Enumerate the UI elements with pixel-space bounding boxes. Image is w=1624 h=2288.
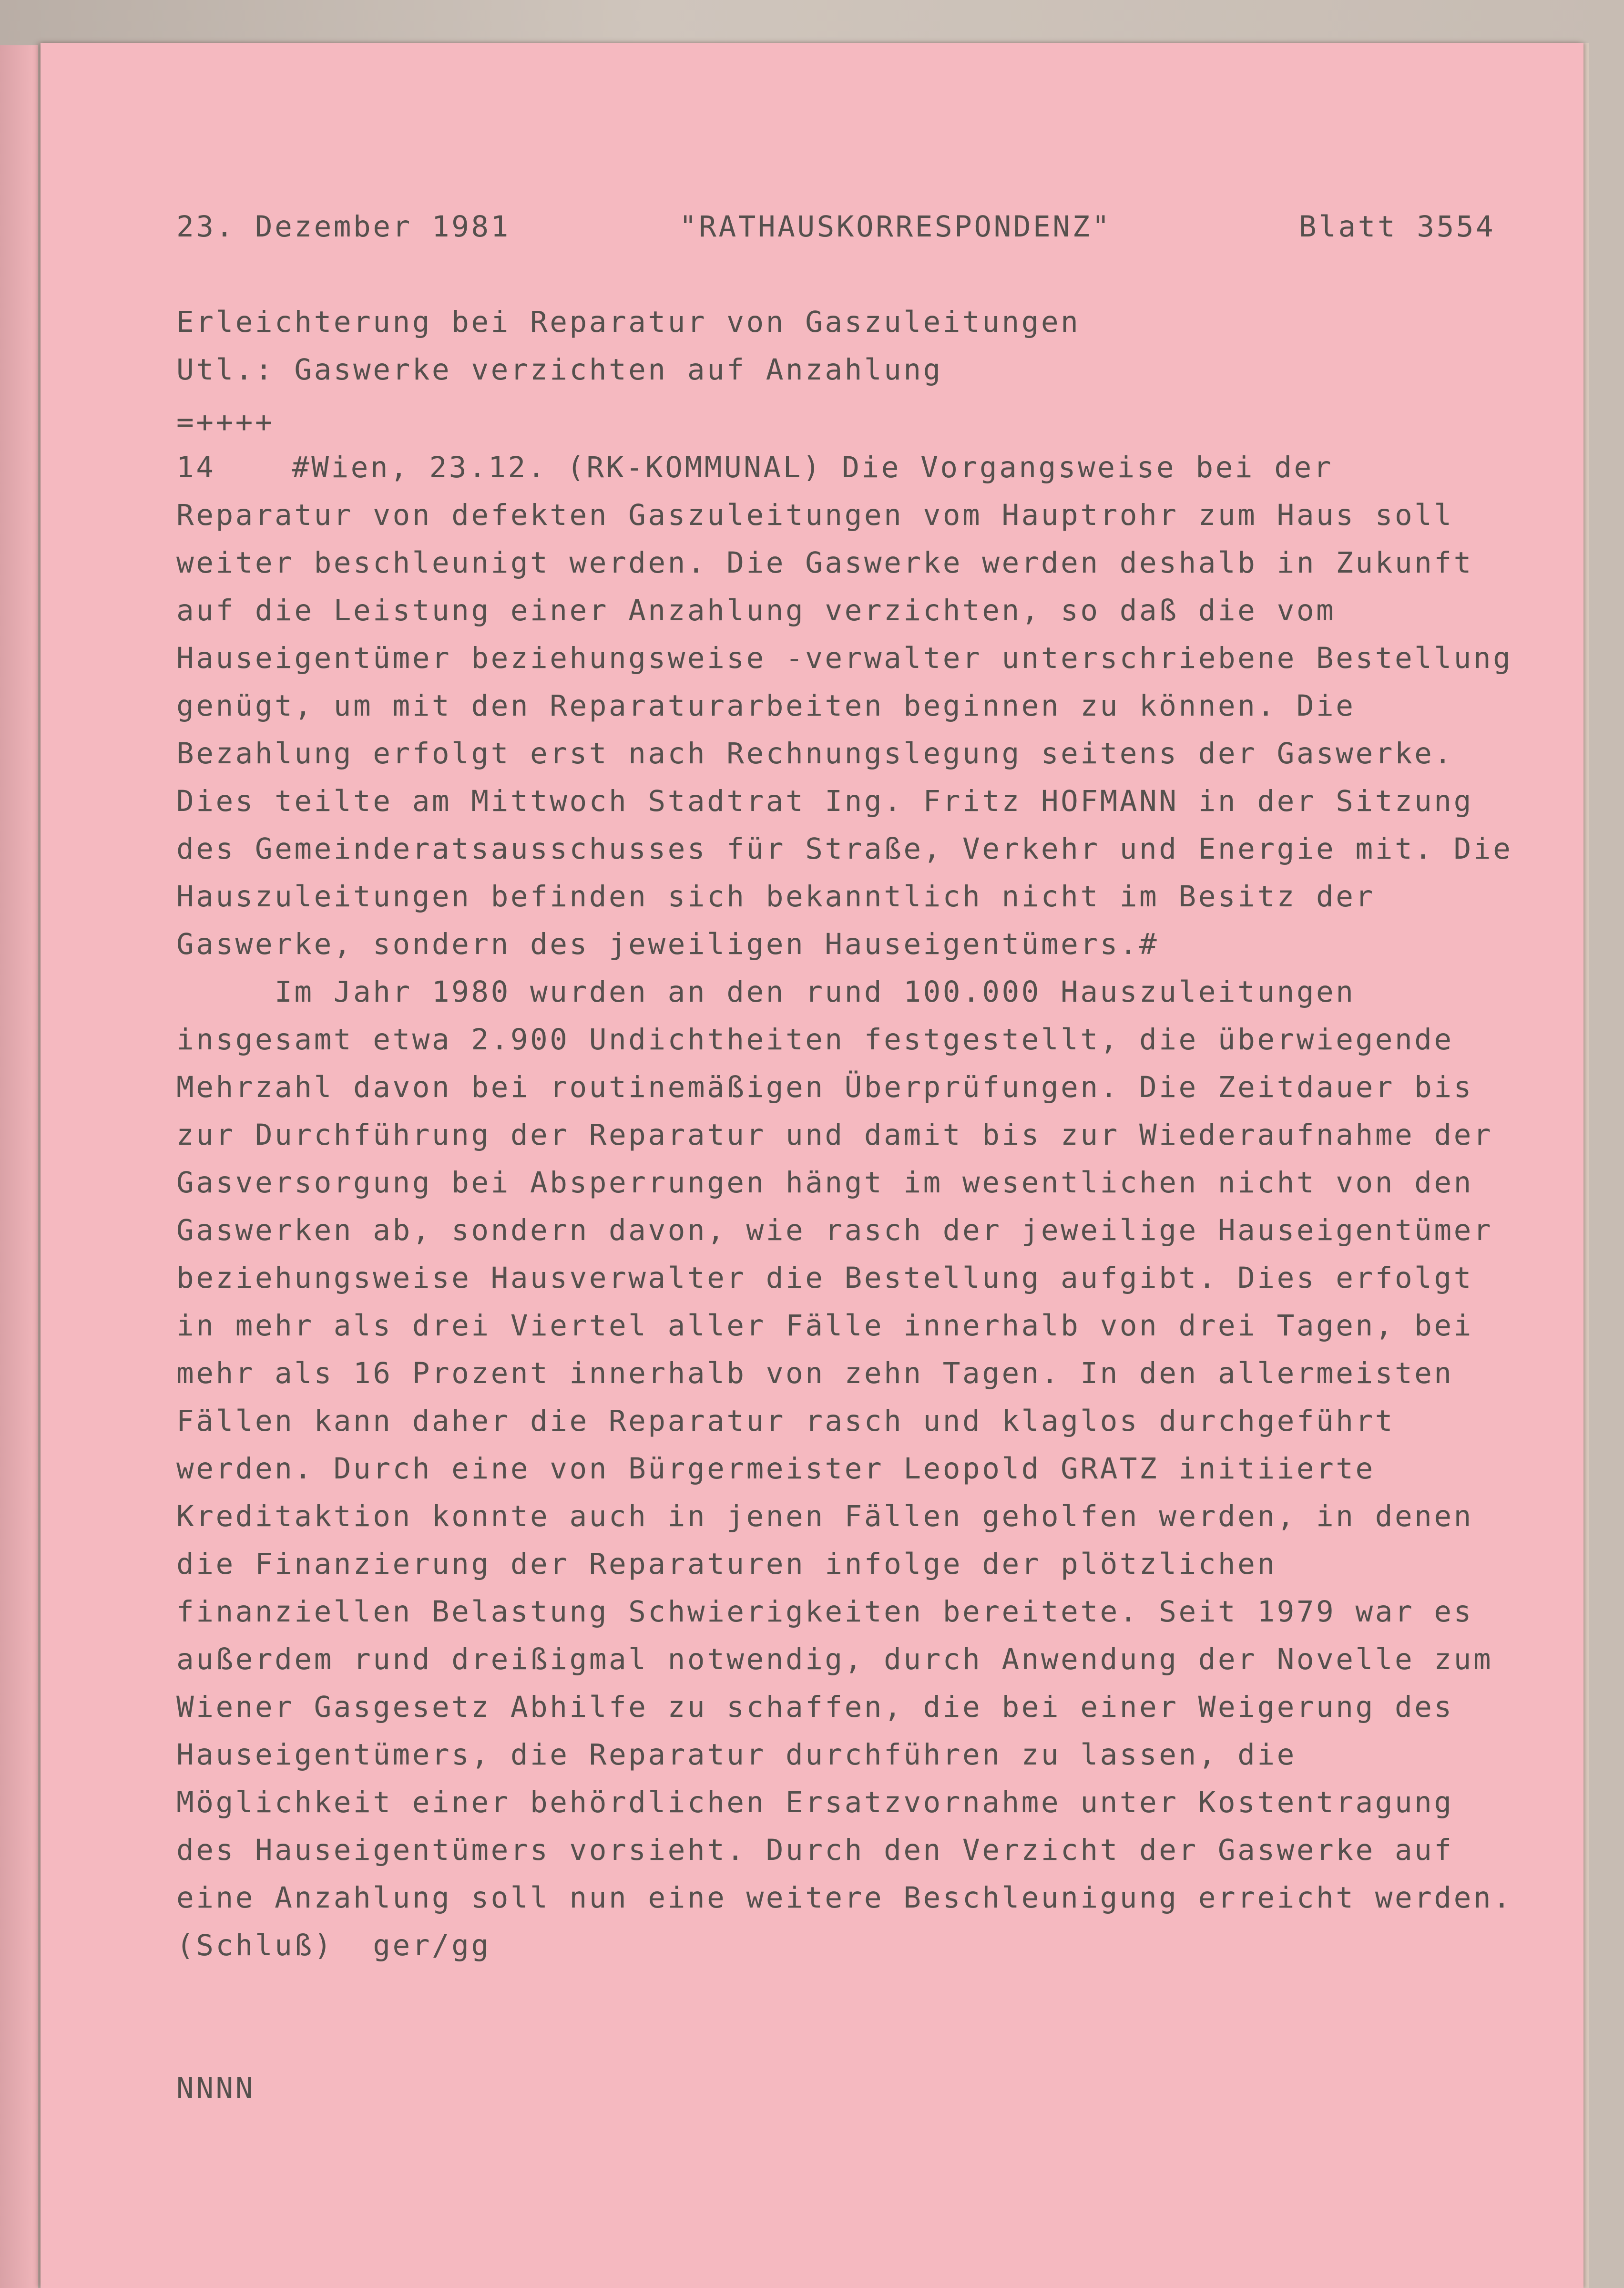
body-line: auf die Leistung einer Anzahlung verzichten, so daß die vom (176, 594, 1336, 627)
body-line: weiter beschleunigt werden. Die Gaswerke werden deshalb in Zukunft (176, 546, 1473, 580)
body-line: des Gemeinderatsausschusses für Straße, Verkehr und Energie mit. Die (176, 832, 1513, 866)
body-line: Hauseigentümer beziehungsweise -verwalter unterschriebene Bestellung (176, 641, 1513, 675)
article-title: Erleichterung bei Reparatur von Gaszuleitungen (176, 305, 1081, 339)
header-date: 23. Dezember 1981 (176, 210, 511, 244)
body-line: werden. Durch eine von Bürgermeister Leopold GRATZ initiierte (176, 1452, 1375, 1486)
body-line: Im Jahr 1980 wurden an den rund 100.000 Hauszuleitungen (176, 975, 1356, 1009)
body-line: des Hauseigentümers vorsieht. Durch den Verzicht der Gaswerke auf (176, 1833, 1454, 1867)
article-subtitle: Utl.: Gaswerke verzichten auf Anzahlung (176, 353, 943, 387)
closing-line: (Schluß) ger/gg (176, 1929, 491, 1962)
body-line: Gaswerken ab, sondern davon, wie rasch der jeweilige Hauseigentümer (176, 1213, 1493, 1247)
body-line: Fällen kann daher die Reparatur rasch und klaglos durchgeführt (176, 1404, 1395, 1438)
body-line: die Finanzierung der Reparaturen infolge der plötzlichen (176, 1547, 1277, 1581)
body-line: finanziellen Belastung Schwierigkeiten bereitete. Seit 1979 war es (176, 1595, 1473, 1629)
body-line: Kreditaktion konnte auch in jenen Fällen geholfen werden, in denen (176, 1499, 1473, 1533)
body-line: Gaswerke, sondern des jeweiligen Hauseigentümers.# (176, 927, 1159, 961)
body-line: Reparatur von defekten Gaszuleitungen vom Hauptrohr zum Haus soll (176, 498, 1454, 532)
body-line: Dies teilte am Mittwoch Stadtrat Ing. Fritz HOFMANN in der Sitzung (176, 784, 1473, 818)
body-line: in mehr als drei Viertel aller Fälle innerhalb von drei Tagen, bei (176, 1309, 1473, 1343)
body-line: mehr als 16 Prozent innerhalb von zehn Tagen. In den allermeisten (176, 1356, 1454, 1390)
body-line: #Wien, 23.12. (RK-KOMMUNAL) Die Vorgangsweise bei der (292, 451, 1333, 484)
body-line: außerdem rund dreißigmal notwendig, durch Anwendung der Novelle zum (176, 1642, 1493, 1676)
header-publication: "RATHAUSKORRESPONDENZ" (679, 210, 1112, 244)
body-line: Wiener Gasgesetz Abhilfe zu schaffen, die bei einer Weigerung des (176, 1690, 1454, 1724)
header-sheet-number: Blatt 3554 (1299, 210, 1496, 244)
body-line: beziehungsweise Hausverwalter die Bestellung aufgibt. Dies erfolgt (176, 1261, 1473, 1295)
body-line: Bezahlung erfolgt erst nach Rechnungslegung seitens der Gaswerke. (176, 737, 1454, 770)
previous-page-edge (0, 45, 38, 2288)
body-line: insgesamt etwa 2.900 Undichtheiten festgestellt, die überwiegende (176, 1023, 1454, 1057)
body-line: Mehrzahl davon bei routinemäßigen Überprüfungen. Die Zeitdauer bis (176, 1070, 1473, 1104)
body-line: Hauszuleitungen befinden sich bekanntlich nicht im Besitz der (176, 880, 1375, 913)
body-line: Gasversorgung bei Absperrungen hängt im wesentlichen nicht von den (176, 1166, 1473, 1200)
article-number: 14 (176, 451, 216, 484)
body-line: Möglichkeit einer behördlichen Ersatzvornahme unter Kostentragung (176, 1785, 1454, 1819)
body-line: genügt, um mit den Reparaturarbeiten beginnen zu können. Die (176, 689, 1356, 723)
body-line: Hauseigentümers, die Reparatur durchführen zu lassen, die (176, 1738, 1297, 1772)
end-marker: NNNN (176, 2072, 255, 2105)
page-right-edge (1583, 43, 1589, 2288)
body-line: zur Durchführung der Reparatur und damit bis zur Wiederaufnahme der (176, 1118, 1493, 1152)
article-separator: =++++ (176, 405, 275, 439)
body-line: eine Anzahlung soll nun eine weitere Beschleunigung erreicht werden. (176, 1881, 1513, 1915)
